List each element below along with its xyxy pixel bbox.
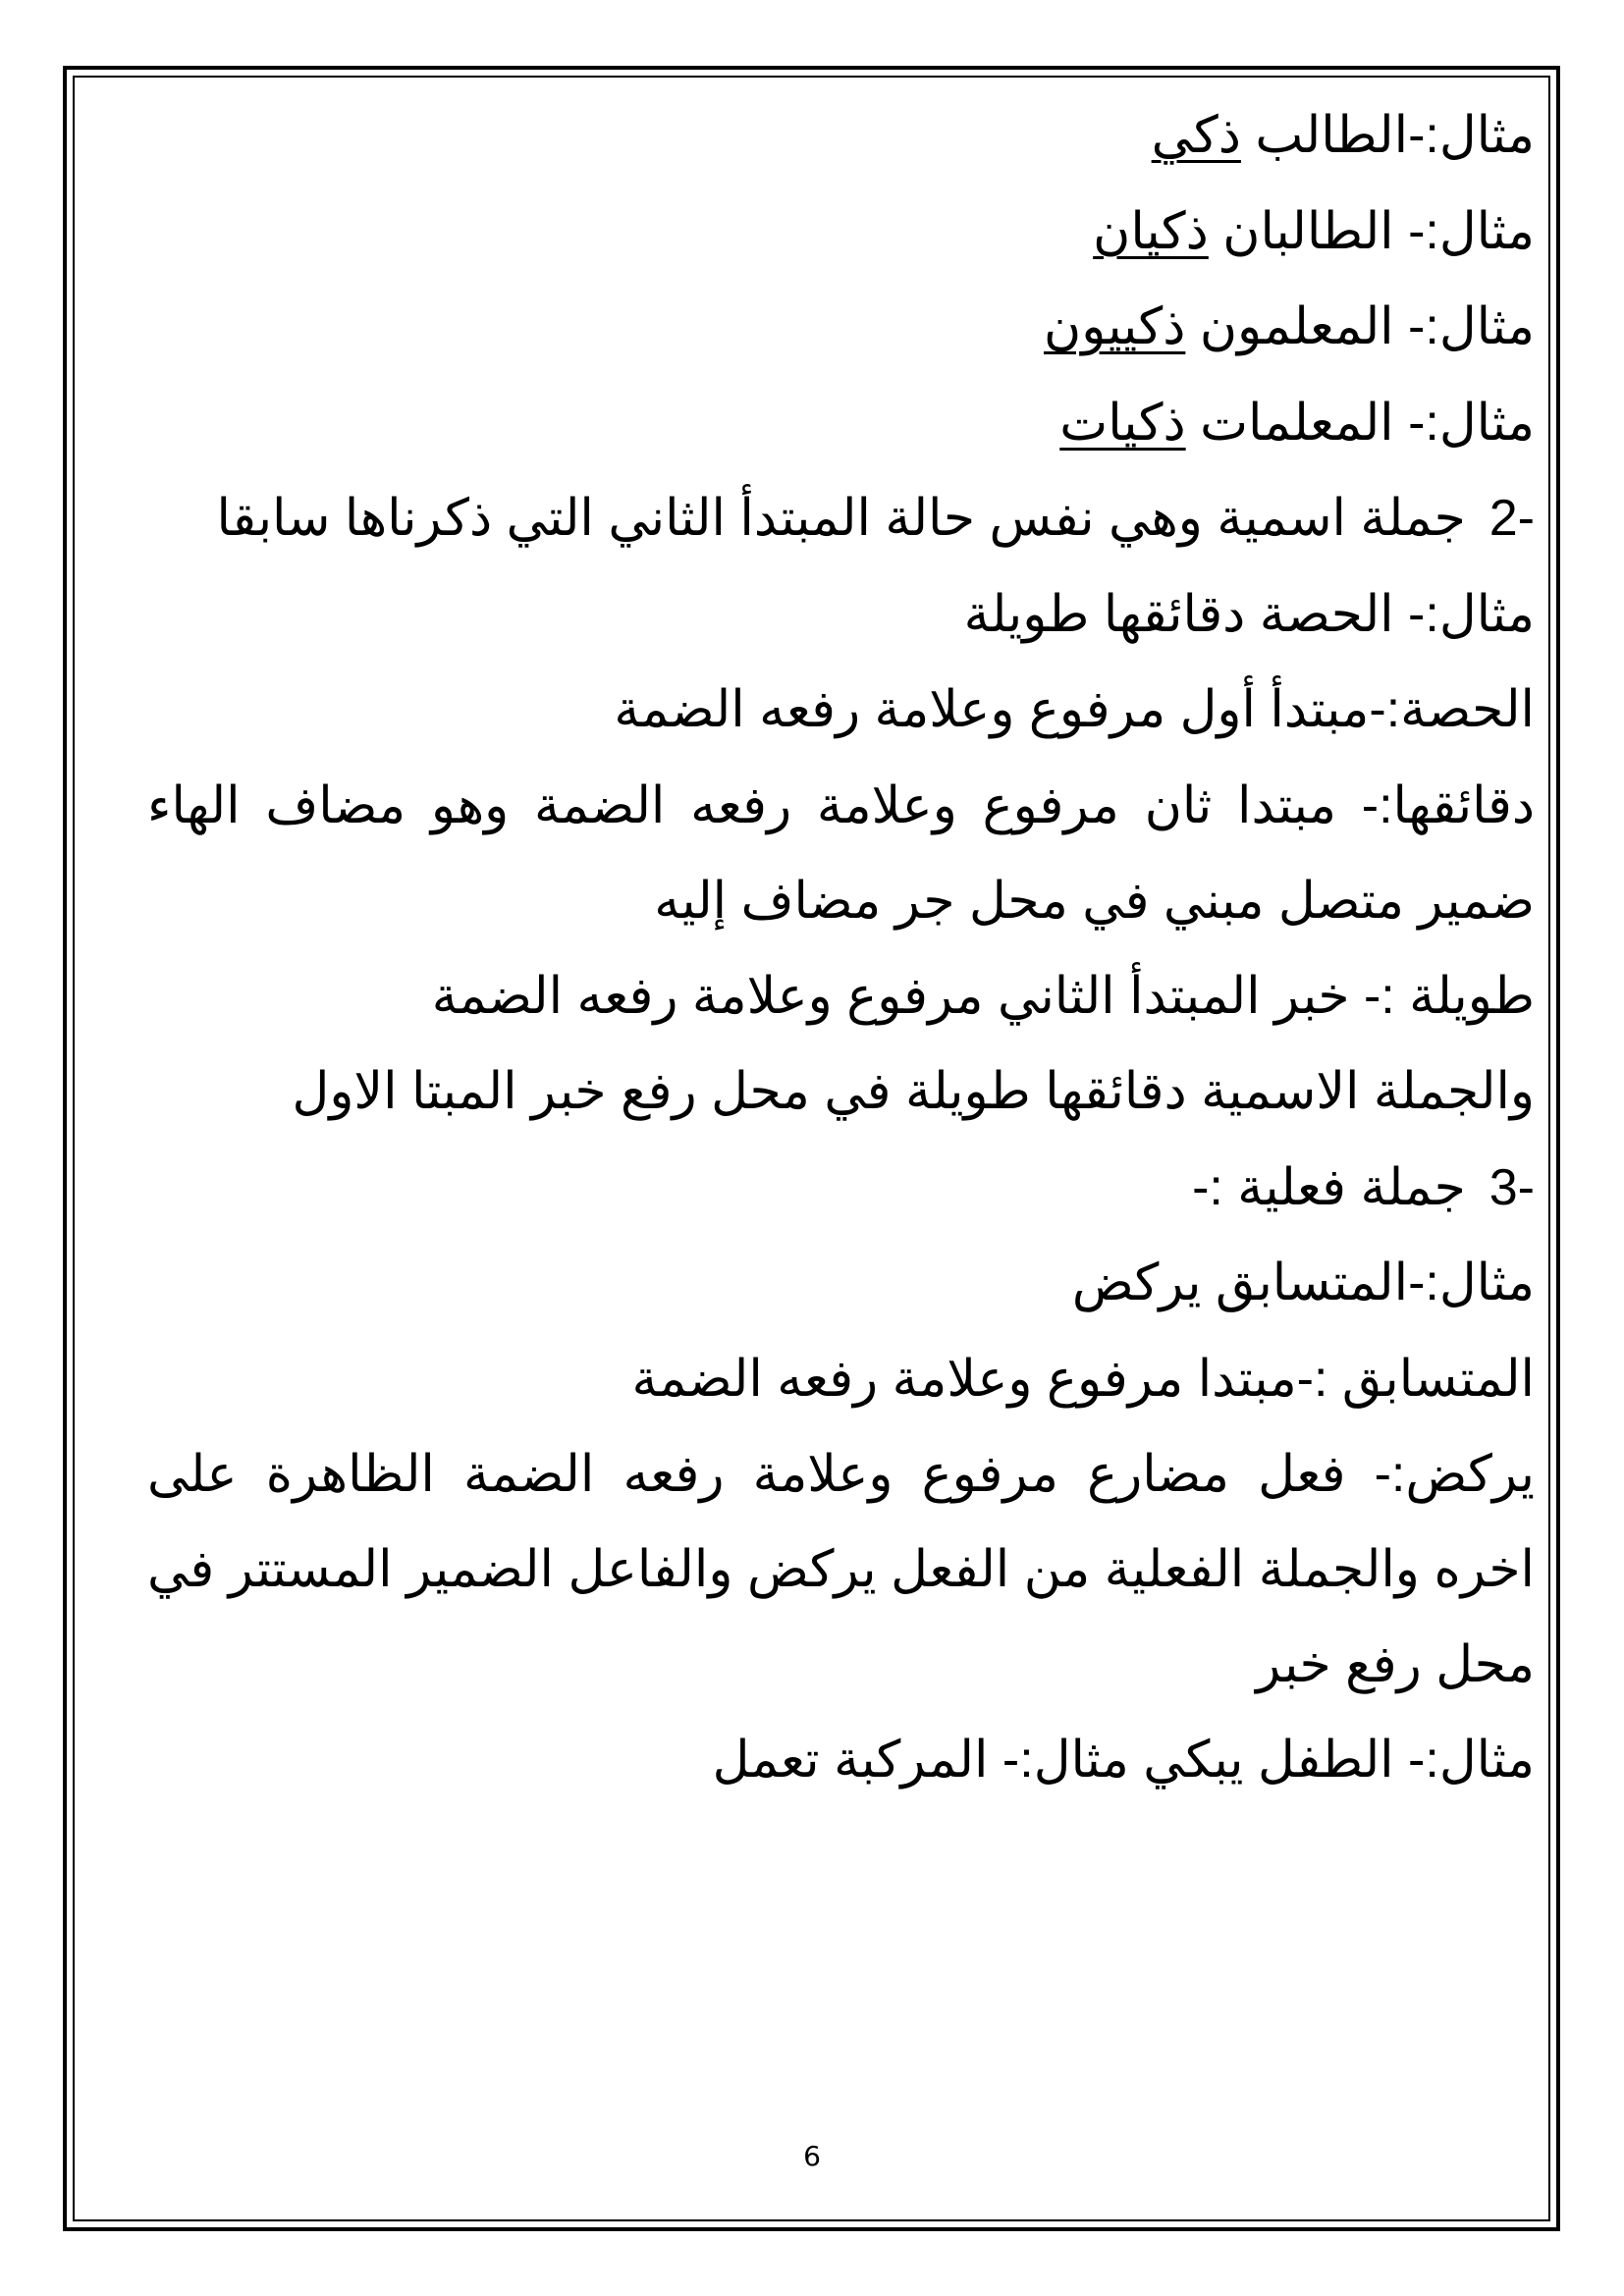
parsing-line: يركض:- فعل مضارع مرفوع وعلامة رفعه الضمة الظاهرة على xyxy=(147,1446,1535,1503)
underlined-predicate: ذكيات xyxy=(1059,394,1186,452)
example-line: مثال:- الحصة دقائقها طويلة xyxy=(963,585,1535,643)
parsing-line: المتسابق :-مبتدا مرفوع وعلامة رفعه الضمة xyxy=(631,1350,1535,1408)
parsing-line: والجملة الاسمية دقائقها طويلة في محل رفع خبر المبتا الاول xyxy=(292,1063,1535,1120)
section-heading-text: جملة فعلية :- xyxy=(1192,1158,1466,1216)
parsing-line: الحصة:-مبتدأ أول مرفوع وعلامة رفعه الضمة xyxy=(614,681,1535,738)
parsing-line-continuation: محل رفع خبر xyxy=(1256,1636,1535,1693)
underlined-predicate: ذكي xyxy=(1151,107,1241,164)
example-line-dual xyxy=(147,185,1535,281)
example-line-plural-masculine xyxy=(147,280,1535,376)
section-heading-text: جملة اسمية وهي نفس حالة المبتدأ الثاني التي ذكرناها سابقا xyxy=(216,490,1466,547)
example-line-plural-feminine xyxy=(147,376,1535,472)
page-number: 6 xyxy=(803,2140,821,2172)
parsing-line: دقائقها:- مبتدا ثان مرفوع وعلامة رفعه الضمة وهو مضاف الهاء xyxy=(147,776,1535,834)
underlined-predicate: ذكييون xyxy=(1044,298,1186,355)
list-number: -2 xyxy=(1489,490,1535,547)
example-text: مثال:- المعلمون xyxy=(1185,298,1535,355)
example-text: مثال:- الطالبان xyxy=(1208,202,1535,260)
parsing-line-continuation: ضمير متصل مبني في محل جر مضاف إليه xyxy=(654,872,1535,930)
document-body xyxy=(147,88,1535,1809)
section-heading-verbal-sentence xyxy=(147,1141,1535,1237)
section-heading-nominal-sentence xyxy=(147,471,1535,567)
example-text: مثال:- المعلمات xyxy=(1185,394,1535,452)
list-number: -3 xyxy=(1489,1158,1535,1216)
parsing-line-continuation: اخره والجملة الفعلية من الفعل يركض والفاعل الضمير المستتر في xyxy=(147,1541,1535,1598)
example-line: مثال:- الطفل يبكي مثال:- المركبة تعمل xyxy=(712,1732,1535,1789)
example-line-singular xyxy=(147,88,1535,185)
parsing-line: طويلة :- خبر المبتدأ الثاني مرفوع وعلامة رفعه الضمة xyxy=(431,967,1535,1025)
underlined-predicate: ذكيان xyxy=(1093,202,1209,260)
example-line: مثال:-المتسابق يركض xyxy=(1071,1255,1535,1311)
example-text: مثال:-الطالب xyxy=(1240,107,1535,164)
